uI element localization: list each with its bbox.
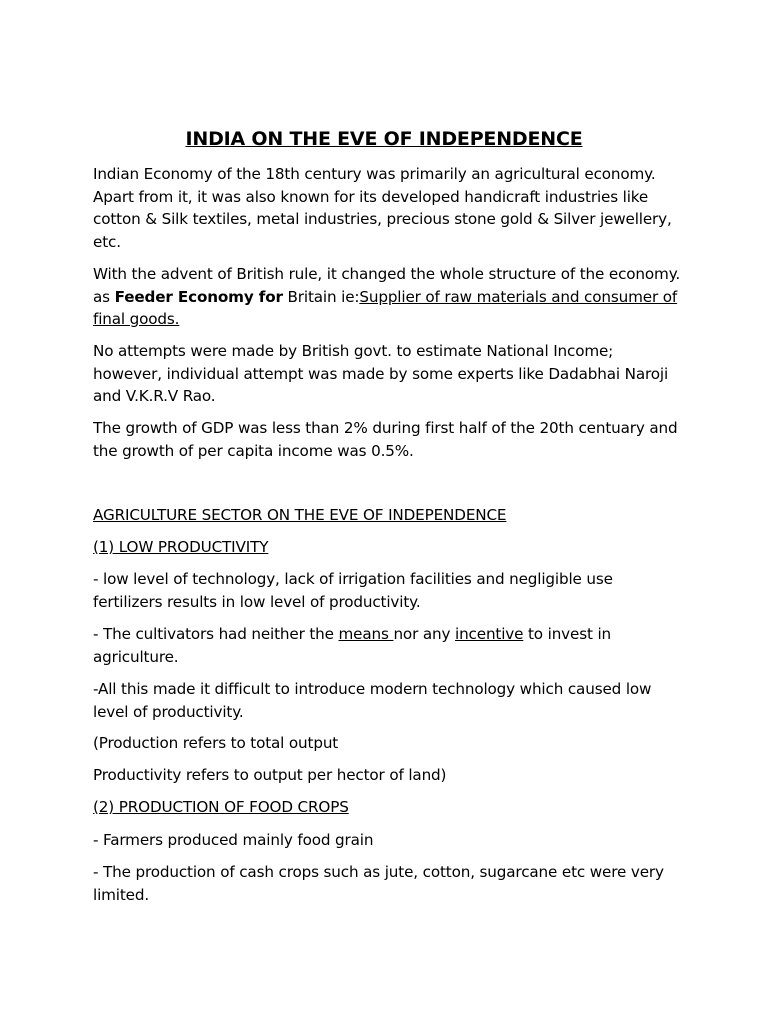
intro-paragraph-2-text-b: Britain ie: — [282, 287, 360, 306]
production-note: (Production refers to total output — [93, 734, 339, 752]
intro-paragraph-4: The growth of GDP was less than 2% during first half of the 20th centuary and the growth of per capita income was 0.5%. — [93, 419, 678, 460]
intro-paragraph-2 — [93, 263, 683, 331]
productivity-note: Productivity refers to output per hector of land) — [93, 766, 447, 784]
low-productivity-point-3: -All this made it difficult to introduce modern technology which caused low level of productivity. — [93, 680, 652, 721]
incentive-term: incentive — [455, 625, 524, 643]
low-productivity-point-1: - low level of technology, lack of irrigation facilities and negligible use fertilizers results in low level of productivity. — [93, 570, 613, 611]
document-title: INDIA ON THE EVE OF INDEPENDENCE — [185, 128, 583, 150]
low-productivity-heading: (1) LOW PRODUCTIVITY — [93, 538, 269, 556]
intro-paragraph-1: Indian Economy of the 18th century was primarily an agricultural economy. Apart from it, it was also known for its developed handicraft industries like cotton & Silk textiles, metal industries, precious stone gold & Silver jewellery, etc. — [93, 165, 672, 251]
low-productivity-point-2-text-b: nor any — [393, 625, 455, 643]
intro-paragraph-2-text-a: With the advent of British rule, it changed the whole structure of the economy. as — [93, 265, 681, 306]
means-term: means — [338, 625, 394, 643]
low-productivity-point-2-text-c: to invest in agriculture. — [93, 625, 611, 666]
agriculture-section-heading: AGRICULTURE SECTOR ON THE EVE OF INDEPENDENCE — [93, 506, 507, 524]
food-crops-heading: (2) PRODUCTION OF FOOD CROPS — [93, 798, 349, 816]
low-productivity-point-2 — [93, 623, 683, 668]
feeder-economy-term: Feeder Economy for — [114, 287, 283, 306]
low-productivity-point-2-text-a: - The cultivators had neither the — [93, 625, 339, 643]
food-crops-point-1: - Farmers produced mainly food grain — [93, 831, 374, 849]
supplier-definition: Supplier of raw materials and consumer of final goods. — [93, 287, 678, 328]
food-crops-point-2: - The production of cash crops such as jute, cotton, sugarcane etc were very limited. — [93, 863, 664, 904]
intro-paragraph-3: No attempts were made by British govt. to estimate National Income; however, individual attempt was made by some experts like Dadabhai Naroji and V.K.R.V Rao. — [93, 342, 669, 405]
